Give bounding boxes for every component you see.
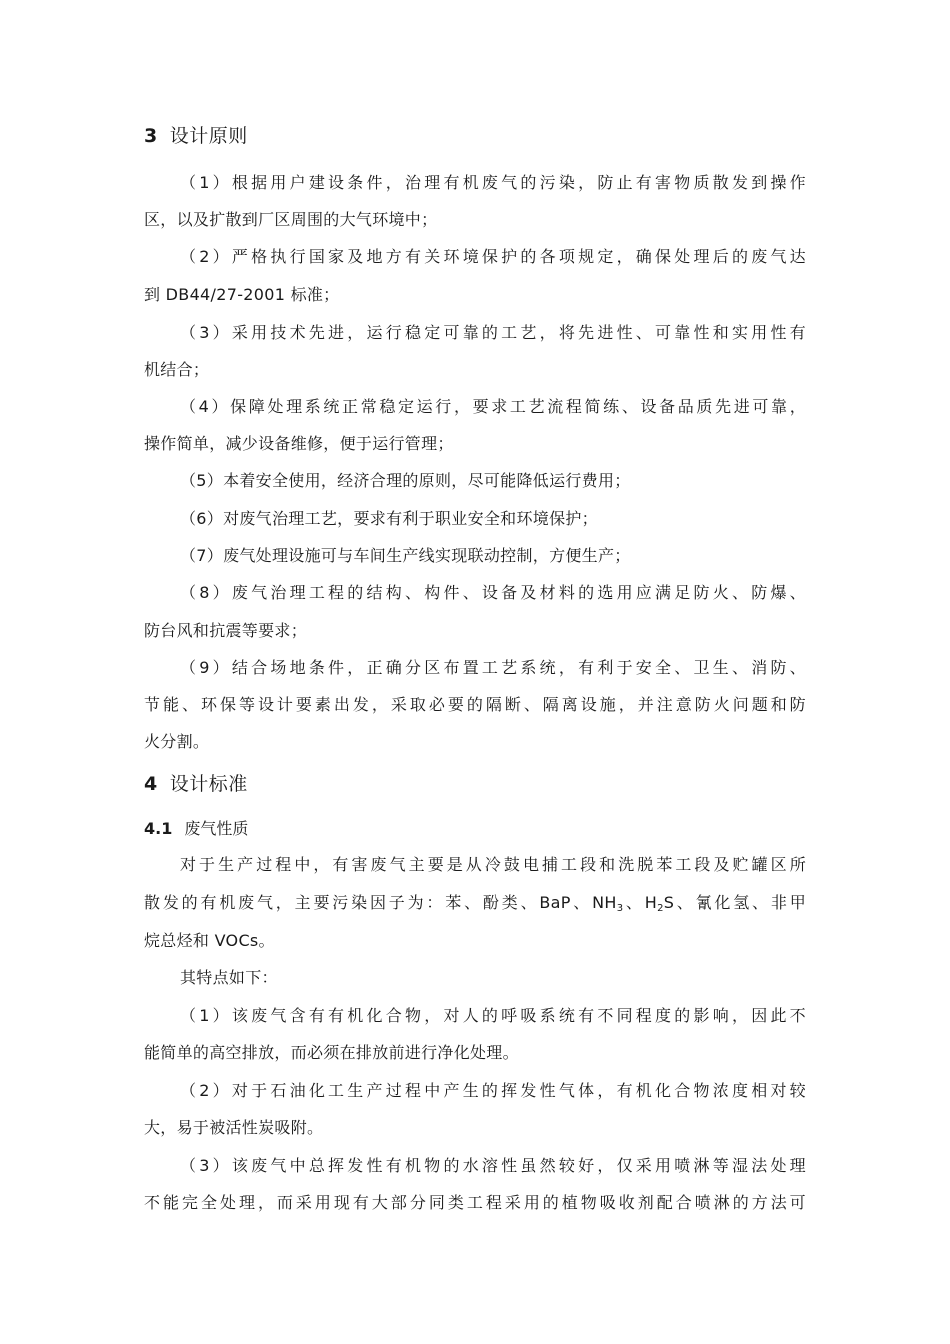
paragraph-line: 区，以及扩散到厂区周围的大气环境中； xyxy=(144,210,438,229)
paragraph-line: 机结合； xyxy=(144,360,210,379)
paragraph-line: （8）废气治理工程的结构、构件、设备及材料的选用应满足防火、防爆、 xyxy=(180,583,806,602)
paragraph-line xyxy=(144,892,806,914)
paragraph-line: 到 DB44/27-2001 标准； xyxy=(144,285,340,304)
paragraph-line: （3）该废气中总挥发性有机物的水溶性虽然较好，仅采用喷淋等湿法处理 xyxy=(180,1156,806,1175)
section-number: 3 xyxy=(144,125,158,147)
paragraph-line: 操作简单，减少设备维修，便于运行管理； xyxy=(144,434,454,453)
subscript: 2 xyxy=(657,903,664,914)
text-segment: 散发的有机废气，主要污染因子为：苯、酚类、BaP、NH xyxy=(144,893,617,912)
paragraph-line: （7）废气处理设施可与车间生产线实现联动控制，方便生产； xyxy=(180,546,631,565)
paragraph-line: 火分割。 xyxy=(144,732,210,751)
subsection-number: 4.1 xyxy=(144,819,173,838)
section-title: 设计标准 xyxy=(169,773,248,795)
paragraph-line: 大，易于被活性炭吸附。 xyxy=(144,1118,324,1137)
paragraph-line: （1）该废气含有有机化合物，对人的呼吸系统有不同程度的影响，因此不 xyxy=(180,1006,806,1025)
subsection-4-1-heading xyxy=(144,818,248,840)
paragraph-line: （1）根据用户建设条件，治理有机废气的污染，防止有害物质散发到操作 xyxy=(180,173,806,192)
paragraph-line: （9）结合场地条件，正确分区布置工艺系统，有利于安全、卫生、消防、 xyxy=(180,658,806,677)
paragraph-line: （2）严格执行国家及地方有关环境保护的各项规定，确保处理后的废气达 xyxy=(180,247,806,266)
paragraph-line: （3）采用技术先进，运行稳定可靠的工艺，将先进性、可靠性和实用性有 xyxy=(180,323,806,342)
section-3-heading xyxy=(144,124,248,148)
subsection-title: 废气性质 xyxy=(184,819,249,838)
text-segment: 、H xyxy=(623,893,658,912)
paragraph-line: （5）本着安全使用，经济合理的原则，尽可能降低运行费用； xyxy=(180,471,631,490)
paragraph-line: （2）对于石油化工生产过程中产生的挥发性气体，有机化合物浓度相对较 xyxy=(180,1081,806,1100)
section-number: 4 xyxy=(144,773,158,795)
paragraph-line: 防台风和抗震等要求； xyxy=(144,621,308,640)
text-segment: S、氰化氢、非甲 xyxy=(663,893,807,912)
paragraph-line: （6）对废气治理工艺，要求有利于职业安全和环境保护； xyxy=(180,509,598,528)
paragraph-line: （4）保障处理系统正常稳定运行，要求工艺流程简练、设备品质先进可靠， xyxy=(180,397,806,416)
subscript: 3 xyxy=(616,903,624,914)
paragraph-line: 节能、环保等设计要素出发，采取必要的隔断、隔离设施，并注意防火问题和防 xyxy=(144,695,806,714)
section-title: 设计原则 xyxy=(169,125,248,147)
section-4-heading xyxy=(144,772,248,796)
paragraph-line: 不能完全处理，而采用现有大部分同类工程采用的植物吸收剂配合喷淋的方法可 xyxy=(144,1193,806,1212)
paragraph-line: 烷总烃和 VOCs。 xyxy=(144,931,275,950)
paragraph-line: 对于生产过程中，有害废气主要是从冷鼓电捕工段和洗脱苯工段及贮罐区所 xyxy=(180,855,806,874)
paragraph-line: 能简单的高空排放，而必须在排放前进行净化处理。 xyxy=(144,1043,519,1062)
paragraph-line: 其特点如下： xyxy=(180,968,278,987)
